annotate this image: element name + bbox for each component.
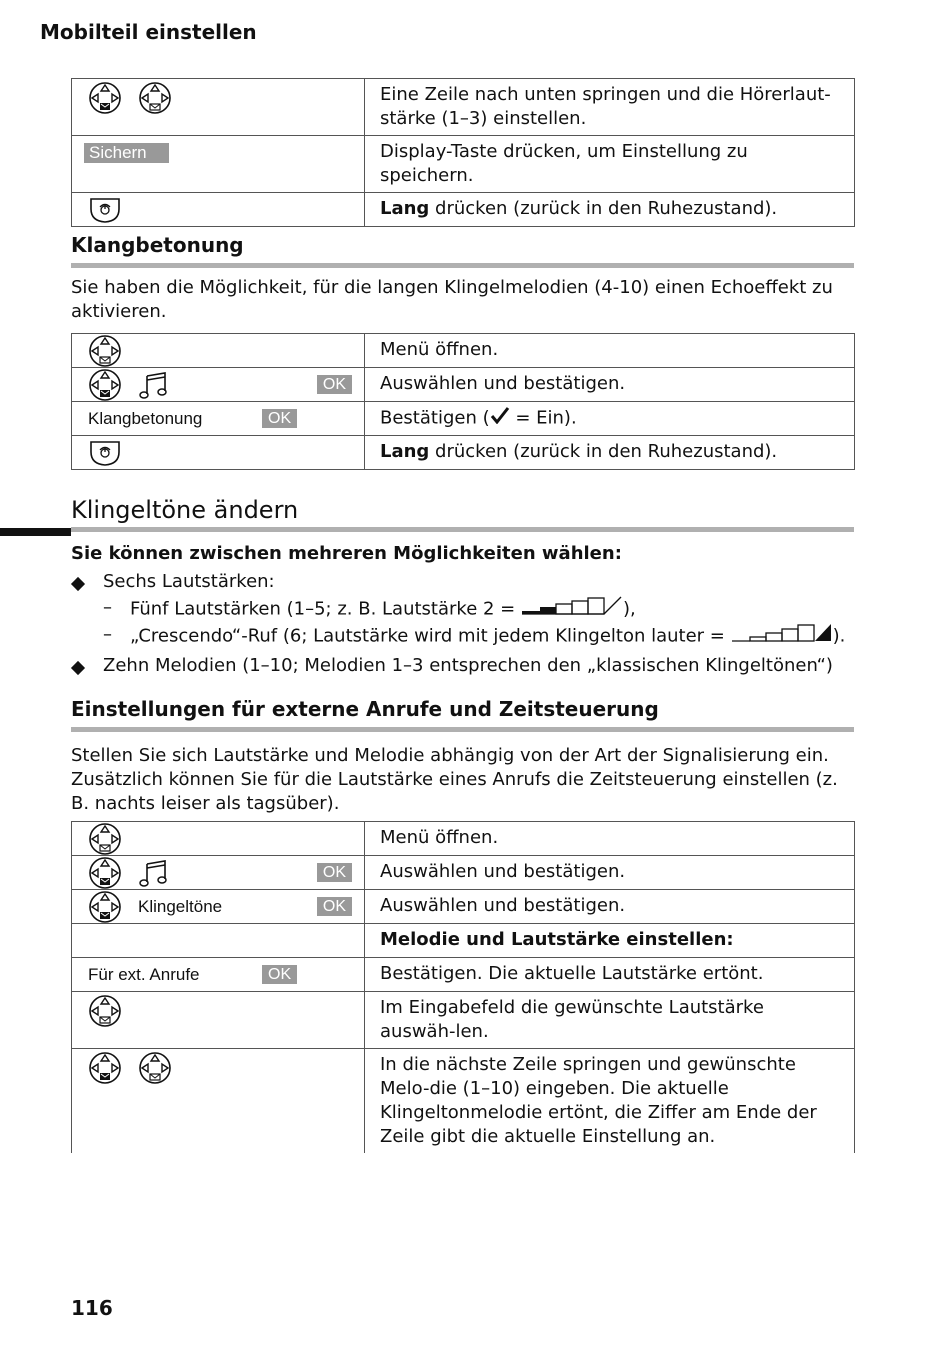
list-item (71, 570, 854, 650)
step-description: Eine Zeile nach unten springen und die Hörerlaut-stärke (1–3) einstellen. (365, 79, 855, 136)
section-heading: Einstellungen für externe Anrufe und Zeitsteuerung (71, 697, 659, 721)
ok-softkey[interactable]: OK (262, 965, 297, 984)
list-item-text: Sechs Lautstärken: (103, 571, 275, 592)
section-heading: Klangbetonung (71, 233, 244, 257)
step-description-text: = Ein). (509, 407, 577, 429)
options-list (71, 570, 854, 678)
dash: – (103, 597, 112, 618)
step-description (365, 436, 855, 470)
step-subheading: Melodie und Lautstärke einstellen: (365, 924, 855, 958)
step-description (365, 193, 855, 227)
heading-rule (71, 263, 854, 268)
sub-list-text: „Crescendo“-Ruf (6; Lautstärke wird mit jedem Klingelton lauter = (130, 625, 731, 647)
nav-key-down-icon[interactable] (88, 81, 122, 115)
steps-table-volume (71, 78, 854, 227)
nav-key-up-icon[interactable] (88, 822, 122, 856)
emphasis: Lang (380, 441, 430, 462)
nav-key-down-icon[interactable] (88, 368, 122, 402)
section-text: Sie haben die Möglichkeit, für die langen Klingelmelodien (4-10) einen Echoeffekt zu aktivieren. (71, 277, 833, 322)
section-marker-bar (0, 528, 71, 536)
heading-rule (71, 527, 854, 532)
nav-key-up-icon[interactable] (138, 81, 172, 115)
page-number: 116 (71, 1296, 113, 1320)
step-description: Bestätigen. Die aktuelle Lautstärke ertönt. (365, 958, 855, 992)
ok-softkey[interactable]: OK (317, 897, 352, 916)
steps-table-klangbetonung (71, 333, 854, 470)
section-einstellungen (71, 697, 854, 816)
music-note-icon (138, 368, 172, 402)
checkmark-icon (490, 406, 510, 431)
dash: – (103, 624, 112, 645)
nav-key-down-icon[interactable] (88, 856, 122, 890)
ok-softkey[interactable]: OK (317, 375, 352, 394)
ok-softkey[interactable]: OK (317, 863, 352, 882)
ok-softkey[interactable]: OK (262, 409, 297, 428)
step-description: Auswählen und bestätigen. (365, 368, 855, 402)
step-description: Menü öffnen. (365, 822, 855, 856)
nav-key-up-icon[interactable] (88, 334, 122, 368)
step-description: In die nächste Zeile springen und gewünschte Melo-die (1–10) eingeben. Die aktuelle Klingeltonmelodie ertönt, die Ziffer am Ende der Zeile gibt die aktuelle Einstellung an. (365, 1049, 855, 1154)
section-heading: Klingeltöne ändern (71, 496, 299, 524)
section-klangbetonung (71, 233, 854, 324)
bullet-diamond-icon (71, 661, 85, 675)
volume-crescendo-icon (731, 623, 833, 650)
sub-list (103, 596, 854, 650)
heading-rule (71, 727, 854, 732)
volume-level-2-icon (521, 596, 623, 623)
save-softkey[interactable]: Sichern (84, 143, 169, 163)
nav-key-up-icon[interactable] (138, 1051, 172, 1085)
step-description: Display-Taste drücken, um Einstellung zu speichern. (365, 136, 855, 193)
list-item (71, 654, 854, 678)
step-description-text: drücken (zurück in den Ruhezustand). (429, 441, 778, 462)
step-description-text: drücken (zurück in den Ruhezustand). (429, 198, 778, 219)
section-klingeltoene (71, 496, 854, 678)
sub-list-item (103, 596, 854, 623)
step-description: Auswählen und bestätigen. (365, 890, 855, 924)
page-header-title: Mobilteil einstellen (40, 20, 257, 44)
section-intro: Sie können zwischen mehreren Möglichkeiten wählen: (71, 543, 622, 564)
sub-list-item (103, 623, 854, 650)
nav-key-down-icon[interactable] (88, 890, 122, 924)
music-note-icon (138, 856, 172, 890)
sub-list-text: ), (622, 598, 636, 620)
list-item-text: Zehn Melodien (1–10; Melodien 1–3 entsprechen den „klassischen Klingeltönen“) (103, 655, 833, 676)
step-description: Auswählen und bestätigen. (365, 856, 855, 890)
step-description-text: Bestätigen ( (380, 407, 490, 429)
display-menu-item: Klingeltöne (138, 896, 223, 916)
emphasis: Lang (380, 198, 430, 219)
sub-list-text: ). (832, 625, 846, 647)
step-description: Im Eingabefeld die gewünschte Lautstärke auswäh-len. (365, 992, 855, 1049)
section-text: Stellen Sie sich Lautstärke und Melodie abhängig von der Art der Signalisierung ein. Zusätzlich können Sie für die Lautstärke eines Anrufs die Zeitsteuerung einstellen (z. B. nachts leiser als tagsüber). (71, 745, 838, 814)
sub-list-text: Fünf Lautstärken (1–5; z. B. Lautstärke 2 = (130, 598, 521, 620)
end-call-key-icon[interactable] (88, 193, 122, 227)
nav-key-left-right-icon[interactable] (88, 994, 122, 1028)
end-call-key-icon[interactable] (88, 436, 122, 470)
display-menu-item: Für ext. Anrufe (88, 964, 200, 984)
display-menu-item: Klangbetonung (88, 408, 203, 428)
nav-key-down-icon[interactable] (88, 1051, 122, 1085)
steps-table-einstellungen (71, 821, 854, 1153)
bullet-diamond-icon (71, 577, 85, 591)
step-description (365, 402, 855, 436)
step-description: Menü öffnen. (365, 334, 855, 368)
